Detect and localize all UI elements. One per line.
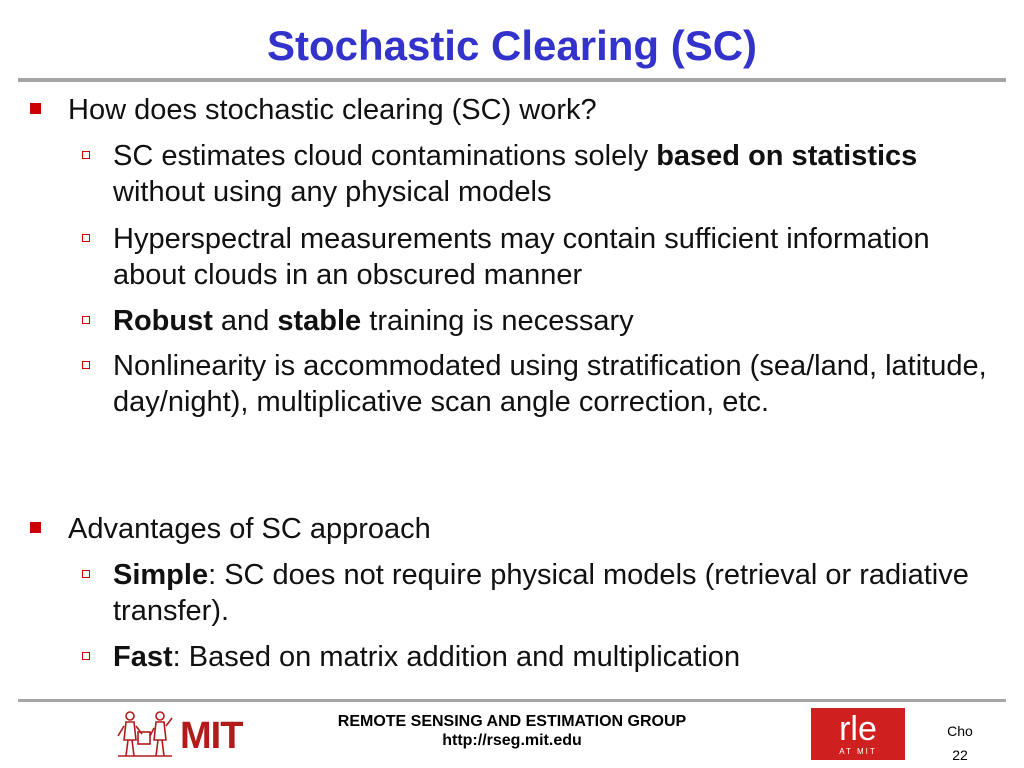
sub-bullet-fast [113,639,1003,675]
footer-url: http://rseg.mit.edu [442,732,582,749]
sub-bullet-text-post: : Based on matrix addition and multiplication [172,641,741,673]
bullet-heading-advantages [68,511,998,547]
hollow-square-bullet-icon [82,361,90,369]
rle-logo-subtext: AT MIT [839,747,877,756]
sub-bullet-text-bold: based on statistics [656,140,918,172]
slide-title: Stochastic Clearing (SC) [266,22,758,69]
sub-bullet-text-bold: Fast [113,641,173,673]
bullet-text: Advantages of SC approach [68,513,431,545]
bullet-text: How does stochastic clearing (SC) work? [68,94,597,126]
sub-bullet-text-mid: and [212,305,278,337]
sub-bullet-nonlinearity [113,348,1003,420]
sub-bullet-robust-stable [113,303,1003,339]
rle-logo-text: rle [839,710,877,748]
rle-logo-icon [811,708,905,760]
sub-bullet-text: Hyperspectral measurements may contain sufficient information about clouds in an obscured manner [113,223,930,291]
sub-bullet-text-pre: SC estimates cloud contaminations solely [113,140,657,172]
hollow-square-bullet-icon [82,570,90,578]
sub-bullet-text-bold-1: Robust [113,305,213,337]
sub-bullet-statistics [113,138,1003,210]
sub-bullet-text-post: without using any physical models [113,176,552,208]
bullet-heading-how-sc-works [68,92,998,128]
sub-bullet-text-bold-2: stable [277,305,362,337]
sub-bullet-text-bold: Simple [113,559,209,591]
square-bullet-icon [30,103,41,114]
footer-group-name: REMOTE SENSING AND ESTIMATION GROUP [337,713,687,730]
title-divider [18,78,1006,82]
sub-bullet-text: Nonlinearity is accommodated using stratification (sea/land, latitude, day/night), multiplicative scan angle correction, etc. [113,350,987,418]
footer-author: Cho [947,723,973,739]
sub-bullet-text-post: : SC does not require physical models (retrieval or radiative transfer). [113,559,969,627]
hollow-square-bullet-icon [82,652,90,660]
sub-bullet-simple [113,557,1003,629]
footer-divider [18,699,1006,702]
sub-bullet-hyperspectral [113,221,1003,293]
square-bullet-icon [30,522,41,533]
page-number: 22 [952,747,968,763]
sub-bullet-text-post: training is necessary [361,305,634,337]
hollow-square-bullet-icon [82,151,90,159]
hollow-square-bullet-icon [82,316,90,324]
hollow-square-bullet-icon [82,234,90,242]
mit-logo-text: MIT [180,715,243,757]
